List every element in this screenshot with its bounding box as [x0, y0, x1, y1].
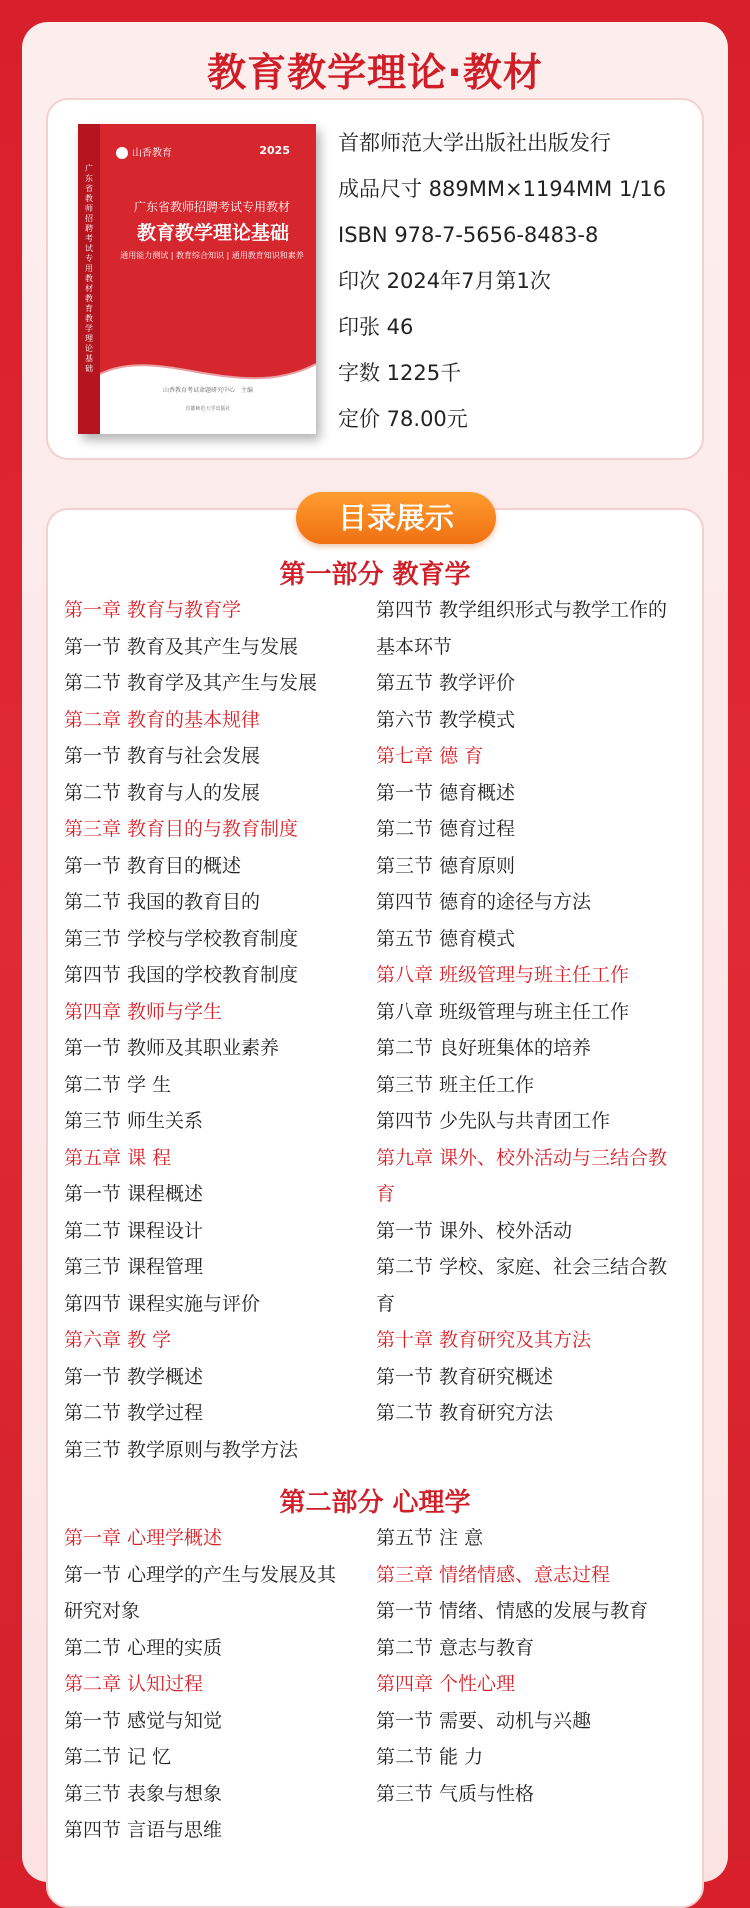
toc-chapter-item: 第二章 教育的基本规律 [64, 708, 261, 731]
toc-section-item: 第二节 学校、家庭、社会三结合教 [376, 1256, 668, 1278]
toc-section-item: 第一节 心理学的产生与发展及其 [64, 1563, 337, 1586]
toc-section-item: 第一节 教学概述 [64, 1365, 204, 1388]
toc-section-item: 第二节 课程设计 [64, 1219, 204, 1242]
info-edition: 印次 2024年7月第1次 [338, 269, 551, 293]
toc-section-item: 第四节 少先队与共青团工作 [376, 1110, 611, 1132]
toc-section-item: 育 [376, 1292, 396, 1315]
part1-right-list [376, 592, 696, 1432]
toc-section-item: 第四节 我国的学校教育制度 [64, 964, 299, 986]
toc-section-item: 第三节 课程管理 [64, 1256, 204, 1278]
toc-section-item: 第一节 教育及其产生与发展 [64, 635, 299, 658]
toc-section-item: 第二节 教育研究方法 [376, 1402, 554, 1424]
toc-section-item: 第四节 课程实施与评价 [64, 1292, 261, 1315]
toc-section-item: 第四节 言语与思维 [64, 1819, 223, 1841]
toc-section-item: 第二节 教育与人的发展 [64, 781, 261, 804]
toc-section-item: 第二节 我国的教育目的 [64, 891, 261, 913]
toc-section-item: 第三节 师生关系 [64, 1110, 204, 1132]
book-logo-text: 山香教育 [132, 148, 172, 159]
toc-chapter-item: 第一章 教育与教育学 [64, 599, 242, 621]
toc-chapter-item: 第三章 情绪情感、意志过程 [376, 1563, 611, 1586]
toc-section-item: 第二节 心理的实质 [64, 1636, 223, 1659]
toc-chapter-item: 第九章 课外、校外活动与三结合教 [376, 1146, 668, 1169]
book-cover-image [78, 124, 316, 434]
toc-chapter-item: 第一章 心理学概述 [64, 1527, 223, 1549]
part2-left-list [64, 1520, 364, 1849]
toc-section-item: 第一节 课程概述 [64, 1183, 204, 1205]
toc-chapter-item: 第三章 教育目的与教育制度 [64, 818, 299, 840]
toc-section-item: 第四节 教学组织形式与教学工作的 [376, 599, 668, 621]
book-subtitle: 广东省教师招聘考试专用教材 [133, 200, 290, 214]
book-spine-text: 广东省教师招聘考试专用教材 教育教学理论基础 [85, 164, 93, 373]
toc-section-item: 基本环节 [376, 635, 453, 658]
part2-right-list [376, 1520, 696, 1812]
toc-section-item: 第二节 意志与教育 [376, 1636, 535, 1659]
toc-chapter-item: 第七章 德 育 [376, 745, 484, 767]
book-tags: 通用能力测试 | 教育综合知识 | 通用教育知识和素养 [120, 251, 304, 260]
page-background [22, 22, 728, 1882]
book-info-card [46, 98, 704, 460]
toc-section-item: 第一节 感觉与知觉 [64, 1709, 223, 1732]
toc-section-item: 第二节 良好班集体的培养 [376, 1037, 592, 1059]
toc-section-item: 第六节 教学模式 [376, 708, 516, 731]
toc-section-item: 第一节 教育研究概述 [376, 1365, 554, 1388]
page-title: 教育教学理论·教材 [207, 51, 543, 96]
toc-section-item: 第一节 需要、动机与兴趣 [376, 1709, 592, 1732]
toc-section-item: 第五节 德育模式 [376, 927, 516, 950]
toc-section-item: 第四节 德育的途径与方法 [376, 891, 592, 913]
toc-section-item: 第三节 德育原则 [376, 854, 516, 877]
info-price: 定价 78.00元 [338, 407, 468, 431]
info-size: 成品尺寸 889MM×1194MM 1/16 [338, 177, 667, 201]
toc-section-item: 第一节 教育目的概述 [64, 854, 242, 877]
info-sheets: 印张 46 [338, 315, 414, 339]
info-publisher: 首都师范大学出版社出版发行 [338, 131, 611, 155]
toc-chapter-item: 第四章 教师与学生 [64, 1000, 223, 1023]
toc-section-item: 研究对象 [64, 1600, 141, 1622]
toc-section-item: 第五节 注 意 [376, 1527, 484, 1549]
toc-section-item: 第三节 班主任工作 [376, 1073, 535, 1096]
toc-section-item: 第一节 课外、校外活动 [376, 1219, 573, 1242]
toc-section-item: 第二节 教育学及其产生与发展 [64, 672, 318, 694]
book-info-list [338, 120, 666, 442]
book-logo [116, 144, 172, 159]
toc-section-item: 第一节 教师及其职业素养 [64, 1037, 280, 1059]
toc-section-item: 第一节 教育与社会发展 [64, 745, 261, 767]
toc-section-item: 第八章 班级管理与班主任工作 [376, 1000, 630, 1023]
info-isbn: ISBN 978-7-5656-8483-8 [338, 223, 599, 247]
book-year: 2025 [259, 144, 290, 157]
book-name: 教育教学理论基础 [136, 222, 289, 244]
toc-section-item: 第一节 情绪、情感的发展与教育 [376, 1600, 649, 1622]
toc-section-item: 第五节 教学评价 [376, 672, 516, 694]
logo-icon [116, 147, 128, 159]
info-word-count: 字数 1225千 [338, 361, 462, 385]
toc-section-item: 第二节 教学过程 [64, 1402, 204, 1424]
book-publisher: 首都师范大学出版社 [185, 406, 231, 412]
toc-label: 目录展示 [296, 492, 496, 544]
toc-section-item: 第三节 学校与学校教育制度 [64, 927, 299, 950]
toc-section-item: 第二节 记 忆 [64, 1746, 172, 1768]
toc-chapter-item: 第十章 教育研究及其方法 [376, 1329, 592, 1351]
toc-chapter-item: 第四章 个性心理 [376, 1673, 516, 1695]
book-wave-decoration [100, 334, 316, 434]
toc-chapter-item: 育 [376, 1183, 396, 1205]
toc-section-item: 第三节 表象与想象 [64, 1782, 223, 1805]
toc-section-item: 第一节 德育概述 [376, 781, 516, 804]
toc-section-item: 第二节 德育过程 [376, 818, 516, 840]
toc-section-item: 第三节 教学原则与教学方法 [64, 1438, 299, 1461]
part1-left-list [64, 592, 364, 1468]
book-editor: 山香教育考试命题研究中心 主编 [162, 387, 253, 394]
part1-title: 第一部分 教育学 [279, 560, 471, 590]
toc-chapter-item: 第六章 教 学 [64, 1329, 172, 1351]
toc-chapter-item: 第八章 班级管理与班主任工作 [376, 964, 630, 986]
part2-title: 第二部分 心理学 [279, 1488, 471, 1518]
toc-section-item: 第二节 学 生 [64, 1073, 172, 1096]
toc-section-item: 第三节 气质与性格 [376, 1782, 535, 1805]
toc-chapter-item: 第二章 认知过程 [64, 1673, 204, 1695]
toc-chapter-item: 第五章 课 程 [64, 1146, 172, 1169]
toc-section-item: 第二节 能 力 [376, 1746, 484, 1768]
